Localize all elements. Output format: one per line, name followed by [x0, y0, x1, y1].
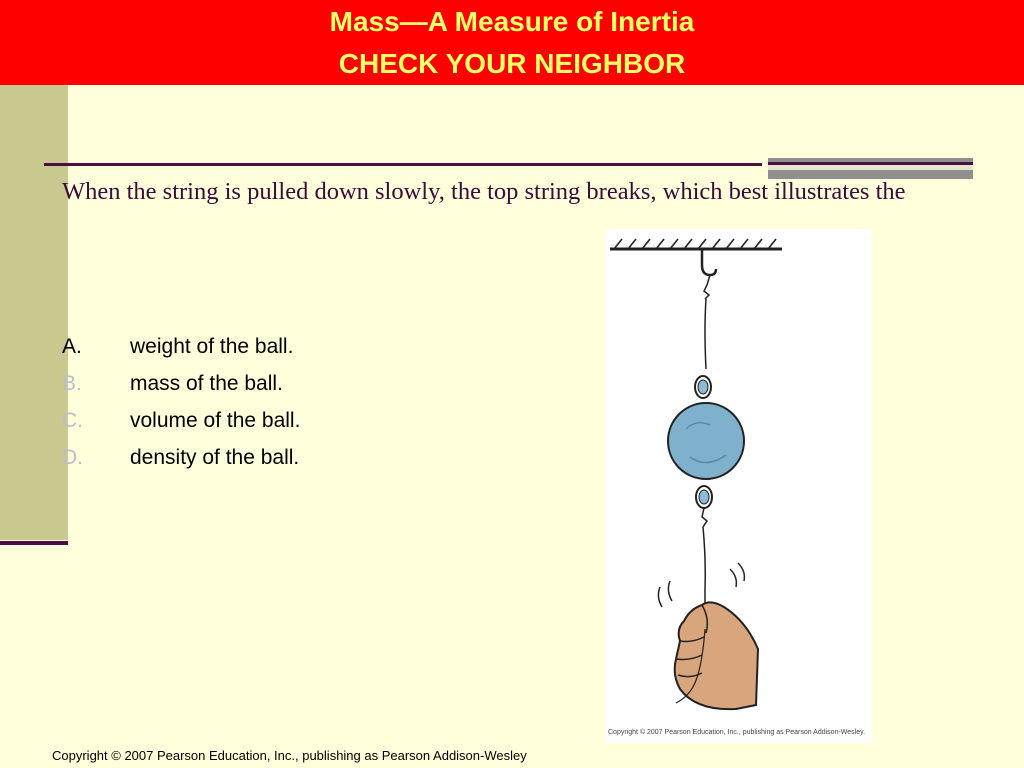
top-divider	[44, 163, 762, 166]
ball	[668, 403, 744, 479]
option-text: volume of the ball.	[130, 409, 301, 432]
motion-mark	[658, 587, 662, 607]
ball-on-string-illustration	[606, 229, 872, 743]
hook	[702, 250, 716, 275]
figure-copyright: Copyright © 2007 Pearson Education, Inc., publishing as Pearson Addison-Wesley.	[608, 729, 866, 736]
option-letter: B.	[62, 372, 82, 395]
ball-string-hand-drawing	[606, 229, 872, 743]
left-divider	[0, 541, 68, 545]
left-decorative-band	[0, 85, 68, 540]
option-letter: D.	[62, 446, 83, 469]
top-string-knot	[704, 275, 710, 299]
option-letter: C.	[62, 409, 83, 432]
footer-copyright: Copyright © 2007 Pearson Education, Inc., publishing as Pearson Addison-Wesley	[52, 748, 527, 763]
option-text: mass of the ball.	[130, 372, 283, 395]
slide-title: Mass—A Measure of Inertia	[329, 6, 695, 37]
question-text: When the string is pulled down slowly, the top string breaks, which best illustrates the	[62, 178, 906, 205]
slide-subtitle: CHECK YOUR NEIGHBOR	[338, 48, 686, 79]
option-letter: A.	[62, 335, 82, 358]
title-bar	[0, 0, 1024, 85]
top-string	[705, 299, 706, 369]
option-text: weight of the ball.	[130, 335, 294, 358]
hand	[675, 602, 758, 709]
option-text: density of the ball.	[130, 446, 300, 469]
